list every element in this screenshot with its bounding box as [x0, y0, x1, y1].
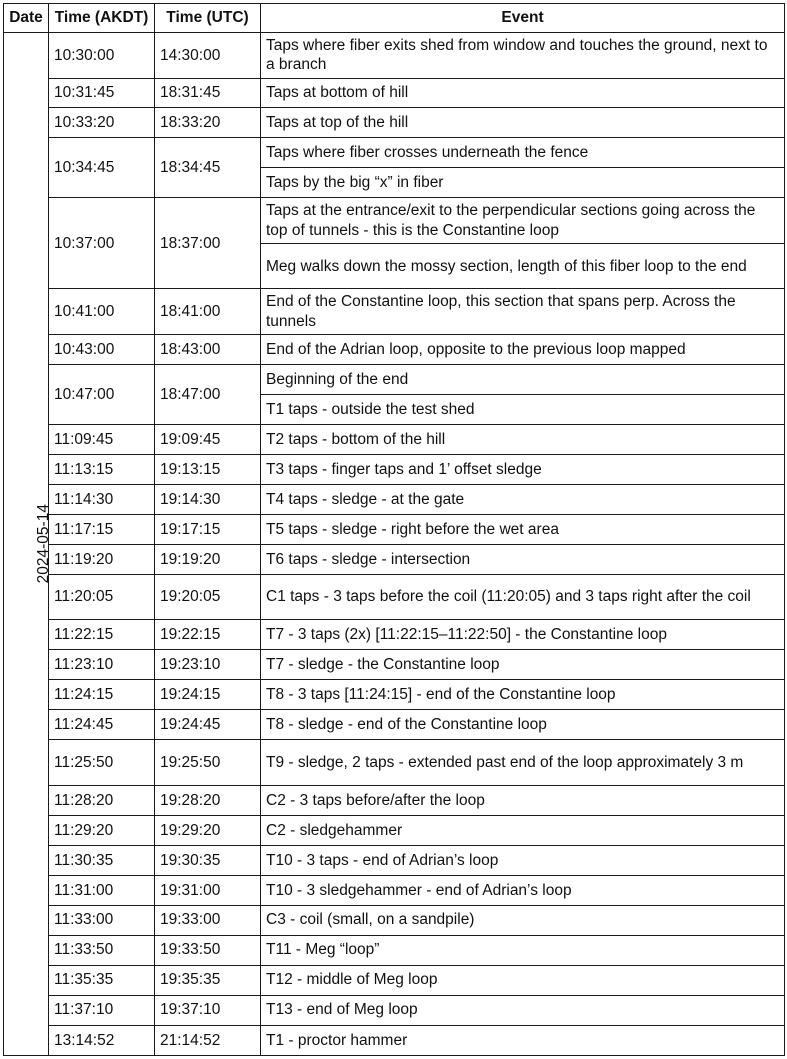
- time-akdt-cell: 11:29:20: [49, 815, 155, 845]
- time-akdt-cell: 11:13:15: [49, 454, 155, 484]
- time-utc-cell: 19:37:10: [155, 995, 261, 1025]
- table-row: [4, 484, 785, 514]
- time-utc-cell: 18:47:00: [155, 364, 261, 424]
- table-row: [4, 680, 785, 710]
- event-cell: T13 - end of Meg loop: [261, 995, 785, 1025]
- table-row: [4, 650, 785, 680]
- table-row: [4, 875, 785, 905]
- time-akdt-cell: 11:24:15: [49, 680, 155, 710]
- table-row: [4, 815, 785, 845]
- event-cell: T1 taps - outside the test shed: [261, 394, 785, 424]
- time-utc-cell: 18:33:20: [155, 108, 261, 138]
- header-row: [4, 4, 785, 33]
- time-utc-cell: 19:22:15: [155, 620, 261, 650]
- time-utc-cell: 19:09:45: [155, 424, 261, 454]
- event-cell: T9 - sledge, 2 taps - extended past end of the loop approximately 3 m: [261, 740, 785, 786]
- time-akdt-cell: 11:31:00: [49, 875, 155, 905]
- table-row: [4, 995, 785, 1025]
- time-akdt-cell: 11:33:00: [49, 905, 155, 935]
- event-cell: T8 - sledge - end of the Constantine loop: [261, 710, 785, 740]
- event-cell: T7 - 3 taps (2x) [11:22:15–11:22:50] - the Constantine loop: [261, 620, 785, 650]
- time-akdt-cell: 10:33:20: [49, 108, 155, 138]
- event-cell: T10 - 3 taps - end of Adrian’s loop: [261, 845, 785, 875]
- header-event: Event: [261, 4, 785, 33]
- event-cell: T3 taps - finger taps and 1’ offset sledge: [261, 454, 785, 484]
- time-utc-cell: 19:24:15: [155, 680, 261, 710]
- table-row: [4, 78, 785, 108]
- table-row: [4, 454, 785, 484]
- table-row: [4, 710, 785, 740]
- table-row: [4, 514, 785, 544]
- time-utc-cell: 19:20:05: [155, 574, 261, 620]
- time-akdt-cell: 11:30:35: [49, 845, 155, 875]
- time-akdt-cell: 11:24:45: [49, 710, 155, 740]
- event-cell: Taps at top of the hill: [261, 108, 785, 138]
- time-utc-cell: 19:17:15: [155, 514, 261, 544]
- time-utc-cell: 19:30:35: [155, 845, 261, 875]
- time-utc-cell: 19:28:20: [155, 785, 261, 815]
- time-akdt-cell: 11:20:05: [49, 574, 155, 620]
- event-cell: End of the Constantine loop, this section that spans perp. Across the tunnels: [261, 289, 785, 335]
- event-cell: Taps by the big “x” in fiber: [261, 168, 785, 198]
- time-akdt-cell: 13:14:52: [49, 1025, 155, 1055]
- table-row: [4, 620, 785, 650]
- time-utc-cell: 19:25:50: [155, 740, 261, 786]
- event-cell: Taps where fiber exits shed from window and touches the ground, next to a branch: [261, 33, 785, 79]
- table-row: [4, 965, 785, 995]
- time-akdt-cell: 10:31:45: [49, 78, 155, 108]
- event-cell: T2 taps - bottom of the hill: [261, 424, 785, 454]
- time-utc-cell: 19:35:35: [155, 965, 261, 995]
- event-cell: Taps at the entrance/exit to the perpendicular sections going across the top of tunnels - this is the Constantine loop: [261, 198, 785, 244]
- time-akdt-cell: 11:37:10: [49, 995, 155, 1025]
- time-akdt-cell: 11:25:50: [49, 740, 155, 786]
- time-akdt-cell: 11:22:15: [49, 620, 155, 650]
- time-akdt-cell: 10:47:00: [49, 364, 155, 424]
- event-cell: Taps at bottom of hill: [261, 78, 785, 108]
- date-cell: [4, 33, 52, 1056]
- time-utc-cell: 14:30:00: [155, 33, 261, 79]
- time-akdt-cell: 10:30:00: [49, 33, 155, 79]
- time-utc-cell: 19:24:45: [155, 710, 261, 740]
- time-akdt-cell: 11:23:10: [49, 650, 155, 680]
- event-cell: T1 - proctor hammer: [261, 1025, 785, 1055]
- time-akdt-cell: 11:14:30: [49, 484, 155, 514]
- event-cell: C3 - coil (small, on a sandpile): [261, 905, 785, 935]
- time-akdt-cell: 11:28:20: [49, 785, 155, 815]
- event-cell: C2 - sledgehammer: [261, 815, 785, 845]
- table-row: [4, 108, 785, 138]
- table-row: [4, 33, 785, 79]
- time-akdt-cell: 11:09:45: [49, 424, 155, 454]
- time-akdt-cell: 11:17:15: [49, 514, 155, 544]
- time-utc-cell: 19:29:20: [155, 815, 261, 845]
- event-cell: Taps where fiber crosses underneath the fence: [261, 138, 785, 168]
- table-row: [4, 334, 785, 364]
- table-row: [4, 424, 785, 454]
- time-akdt-cell: 10:41:00: [49, 289, 155, 335]
- event-cell: T10 - 3 sledgehammer - end of Adrian’s loop: [261, 875, 785, 905]
- table-row: [4, 785, 785, 815]
- event-cell: T4 taps - sledge - at the gate: [261, 484, 785, 514]
- event-cell: End of the Adrian loop, opposite to the previous loop mapped: [261, 334, 785, 364]
- time-utc-cell: 19:19:20: [155, 544, 261, 574]
- time-utc-cell: 19:13:15: [155, 454, 261, 484]
- time-akdt-cell: 10:43:00: [49, 334, 155, 364]
- event-log-table: [3, 3, 785, 1056]
- time-akdt-cell: 11:33:50: [49, 935, 155, 965]
- event-cell: C2 - 3 taps before/after the loop: [261, 785, 785, 815]
- header-date: Date: [4, 4, 49, 33]
- time-utc-cell: 18:43:00: [155, 334, 261, 364]
- table-row: [4, 289, 785, 335]
- time-utc-cell: 21:14:52: [155, 1025, 261, 1055]
- event-cell: T12 - middle of Meg loop: [261, 965, 785, 995]
- time-utc-cell: 19:33:00: [155, 905, 261, 935]
- event-cell: C1 taps - 3 taps before the coil (11:20:05) and 3 taps right after the coil: [261, 574, 785, 620]
- time-akdt-cell: 10:37:00: [49, 198, 155, 289]
- time-utc-cell: 18:37:00: [155, 198, 261, 289]
- event-cell: T11 - Meg “loop”: [261, 935, 785, 965]
- table-row: [4, 905, 785, 935]
- table-row: [4, 845, 785, 875]
- time-utc-cell: 19:23:10: [155, 650, 261, 680]
- time-akdt-cell: 11:35:35: [49, 965, 155, 995]
- table-body: [4, 33, 785, 1056]
- table-row: [4, 935, 785, 965]
- time-utc-cell: 18:34:45: [155, 138, 261, 198]
- event-cell: Meg walks down the mossy section, length of this fiber loop to the end: [261, 243, 785, 289]
- event-cell: T7 - sledge - the Constantine loop: [261, 650, 785, 680]
- event-cell: T6 taps - sledge - intersection: [261, 544, 785, 574]
- time-utc-cell: 19:31:00: [155, 875, 261, 905]
- time-utc-cell: 19:33:50: [155, 935, 261, 965]
- date-label: 2024-05-14: [34, 504, 52, 584]
- time-utc-cell: 18:41:00: [155, 289, 261, 335]
- time-utc-cell: 18:31:45: [155, 78, 261, 108]
- event-cell: T8 - 3 taps [11:24:15] - end of the Constantine loop: [261, 680, 785, 710]
- table-row: [4, 138, 785, 168]
- table-row: [4, 574, 785, 620]
- time-akdt-cell: 11:19:20: [49, 544, 155, 574]
- table-row: [4, 740, 785, 786]
- table-row: [4, 364, 785, 394]
- table-row: [4, 1025, 785, 1055]
- header-time-akdt: Time (AKDT): [49, 4, 155, 33]
- event-cell: Beginning of the end: [261, 364, 785, 394]
- table-row: [4, 198, 785, 244]
- table-row: [4, 544, 785, 574]
- event-cell: T5 taps - sledge - right before the wet area: [261, 514, 785, 544]
- time-utc-cell: 19:14:30: [155, 484, 261, 514]
- header-time-utc: Time (UTC): [155, 4, 261, 33]
- time-akdt-cell: 10:34:45: [49, 138, 155, 198]
